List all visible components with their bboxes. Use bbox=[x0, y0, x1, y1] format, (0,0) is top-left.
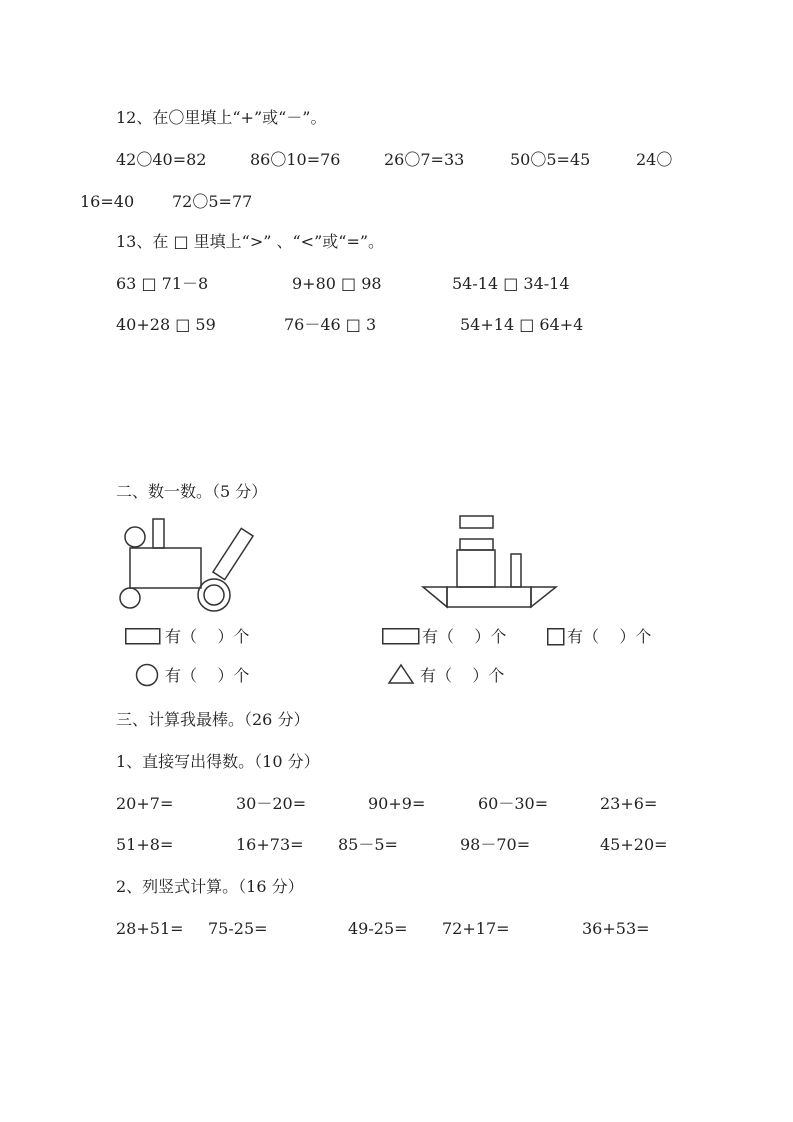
q12-item-5a: 24〇 bbox=[636, 150, 673, 169]
calc-r1-1: 20+7= bbox=[116, 794, 174, 813]
train-big-wheel-outer bbox=[198, 579, 230, 611]
q12-item-1: 42〇40=82 bbox=[116, 150, 207, 169]
boat-upper-rect bbox=[460, 539, 493, 550]
q13-r1-item-2: 9+80 □ 98 bbox=[292, 274, 382, 293]
boat-hull-middle bbox=[447, 587, 531, 607]
boat-triangle-count: 有（ ）个 bbox=[420, 666, 505, 685]
calc-r3-1: 28+51= bbox=[116, 919, 184, 938]
calc-r2-1: 51+8= bbox=[116, 835, 174, 854]
calc-r3-2: 75-25= bbox=[208, 919, 268, 938]
q13-r1-item-3: 54-14 □ 34-14 bbox=[452, 274, 570, 293]
train-small-wheel bbox=[120, 588, 140, 608]
q13-r1-item-1: 63 □ 71－8 bbox=[116, 274, 209, 293]
q12-title: 12、在〇里填上“+”或“－”。 bbox=[116, 108, 327, 127]
train-body bbox=[130, 548, 201, 588]
section2-title: 二、数一数。（5 分） bbox=[116, 482, 268, 501]
boat-hull-right bbox=[531, 587, 556, 607]
q13-r2-item-3: 54+14 □ 64+4 bbox=[460, 315, 584, 334]
boat-figure bbox=[420, 513, 560, 608]
section3-title: 三、计算我最棒。（26 分） bbox=[116, 710, 310, 729]
section3-sub1: 1、直接写出得数。（10 分） bbox=[116, 752, 320, 771]
calc-r1-5: 23+6= bbox=[600, 794, 658, 813]
calc-r2-4: 98－70= bbox=[460, 835, 531, 854]
circle-icon bbox=[135, 663, 159, 687]
calc-r1-2: 30－20= bbox=[236, 794, 307, 813]
boat-square-count: 有（ ）个 bbox=[567, 627, 652, 646]
q13-r2-item-2: 76－46 □ 3 bbox=[284, 315, 377, 334]
q12-item-3: 26〇7=33 bbox=[384, 150, 465, 169]
boat-cabin bbox=[457, 550, 495, 587]
calc-r1-3: 90+9= bbox=[368, 794, 426, 813]
rectangle-icon bbox=[125, 628, 161, 645]
q12-item-2: 86〇10=76 bbox=[250, 150, 341, 169]
boat-mast bbox=[511, 554, 521, 587]
q12-item-6: 72〇5=77 bbox=[172, 192, 253, 211]
train-rect-count: 有（ ）个 bbox=[165, 627, 250, 646]
boat-top-rect bbox=[460, 516, 493, 528]
calc-r1-4: 60－30= bbox=[478, 794, 549, 813]
calc-r2-2: 16+73= bbox=[236, 835, 304, 854]
boat-rect-count: 有（ ）个 bbox=[422, 627, 507, 646]
calc-r3-3: 49-25= bbox=[348, 919, 408, 938]
q13-r2-item-1: 40+28 □ 59 bbox=[116, 315, 216, 334]
train-arm bbox=[213, 528, 253, 579]
q12-item-5b: 16=40 bbox=[80, 192, 135, 211]
train-figure bbox=[118, 515, 278, 615]
triangle-icon bbox=[388, 664, 414, 684]
calc-r3-4: 72+17= bbox=[442, 919, 510, 938]
q12-item-4: 50〇5=45 bbox=[510, 150, 591, 169]
calc-r2-5: 45+20= bbox=[600, 835, 668, 854]
train-top-circle bbox=[125, 527, 145, 547]
train-big-wheel-inner bbox=[204, 585, 224, 605]
rectangle-icon bbox=[382, 628, 420, 645]
calc-r2-3: 85－5= bbox=[338, 835, 398, 854]
train-circle-count: 有（ ）个 bbox=[165, 666, 250, 685]
boat-hull-left bbox=[423, 587, 447, 607]
calc-r3-5: 36+53= bbox=[582, 919, 650, 938]
section3-sub2: 2、列竖式计算。（16 分） bbox=[116, 877, 304, 896]
square-icon bbox=[547, 628, 565, 646]
train-chimney bbox=[153, 519, 164, 548]
q13-title: 13、在 □ 里填上“>” 、“<”或“=”。 bbox=[116, 232, 385, 251]
